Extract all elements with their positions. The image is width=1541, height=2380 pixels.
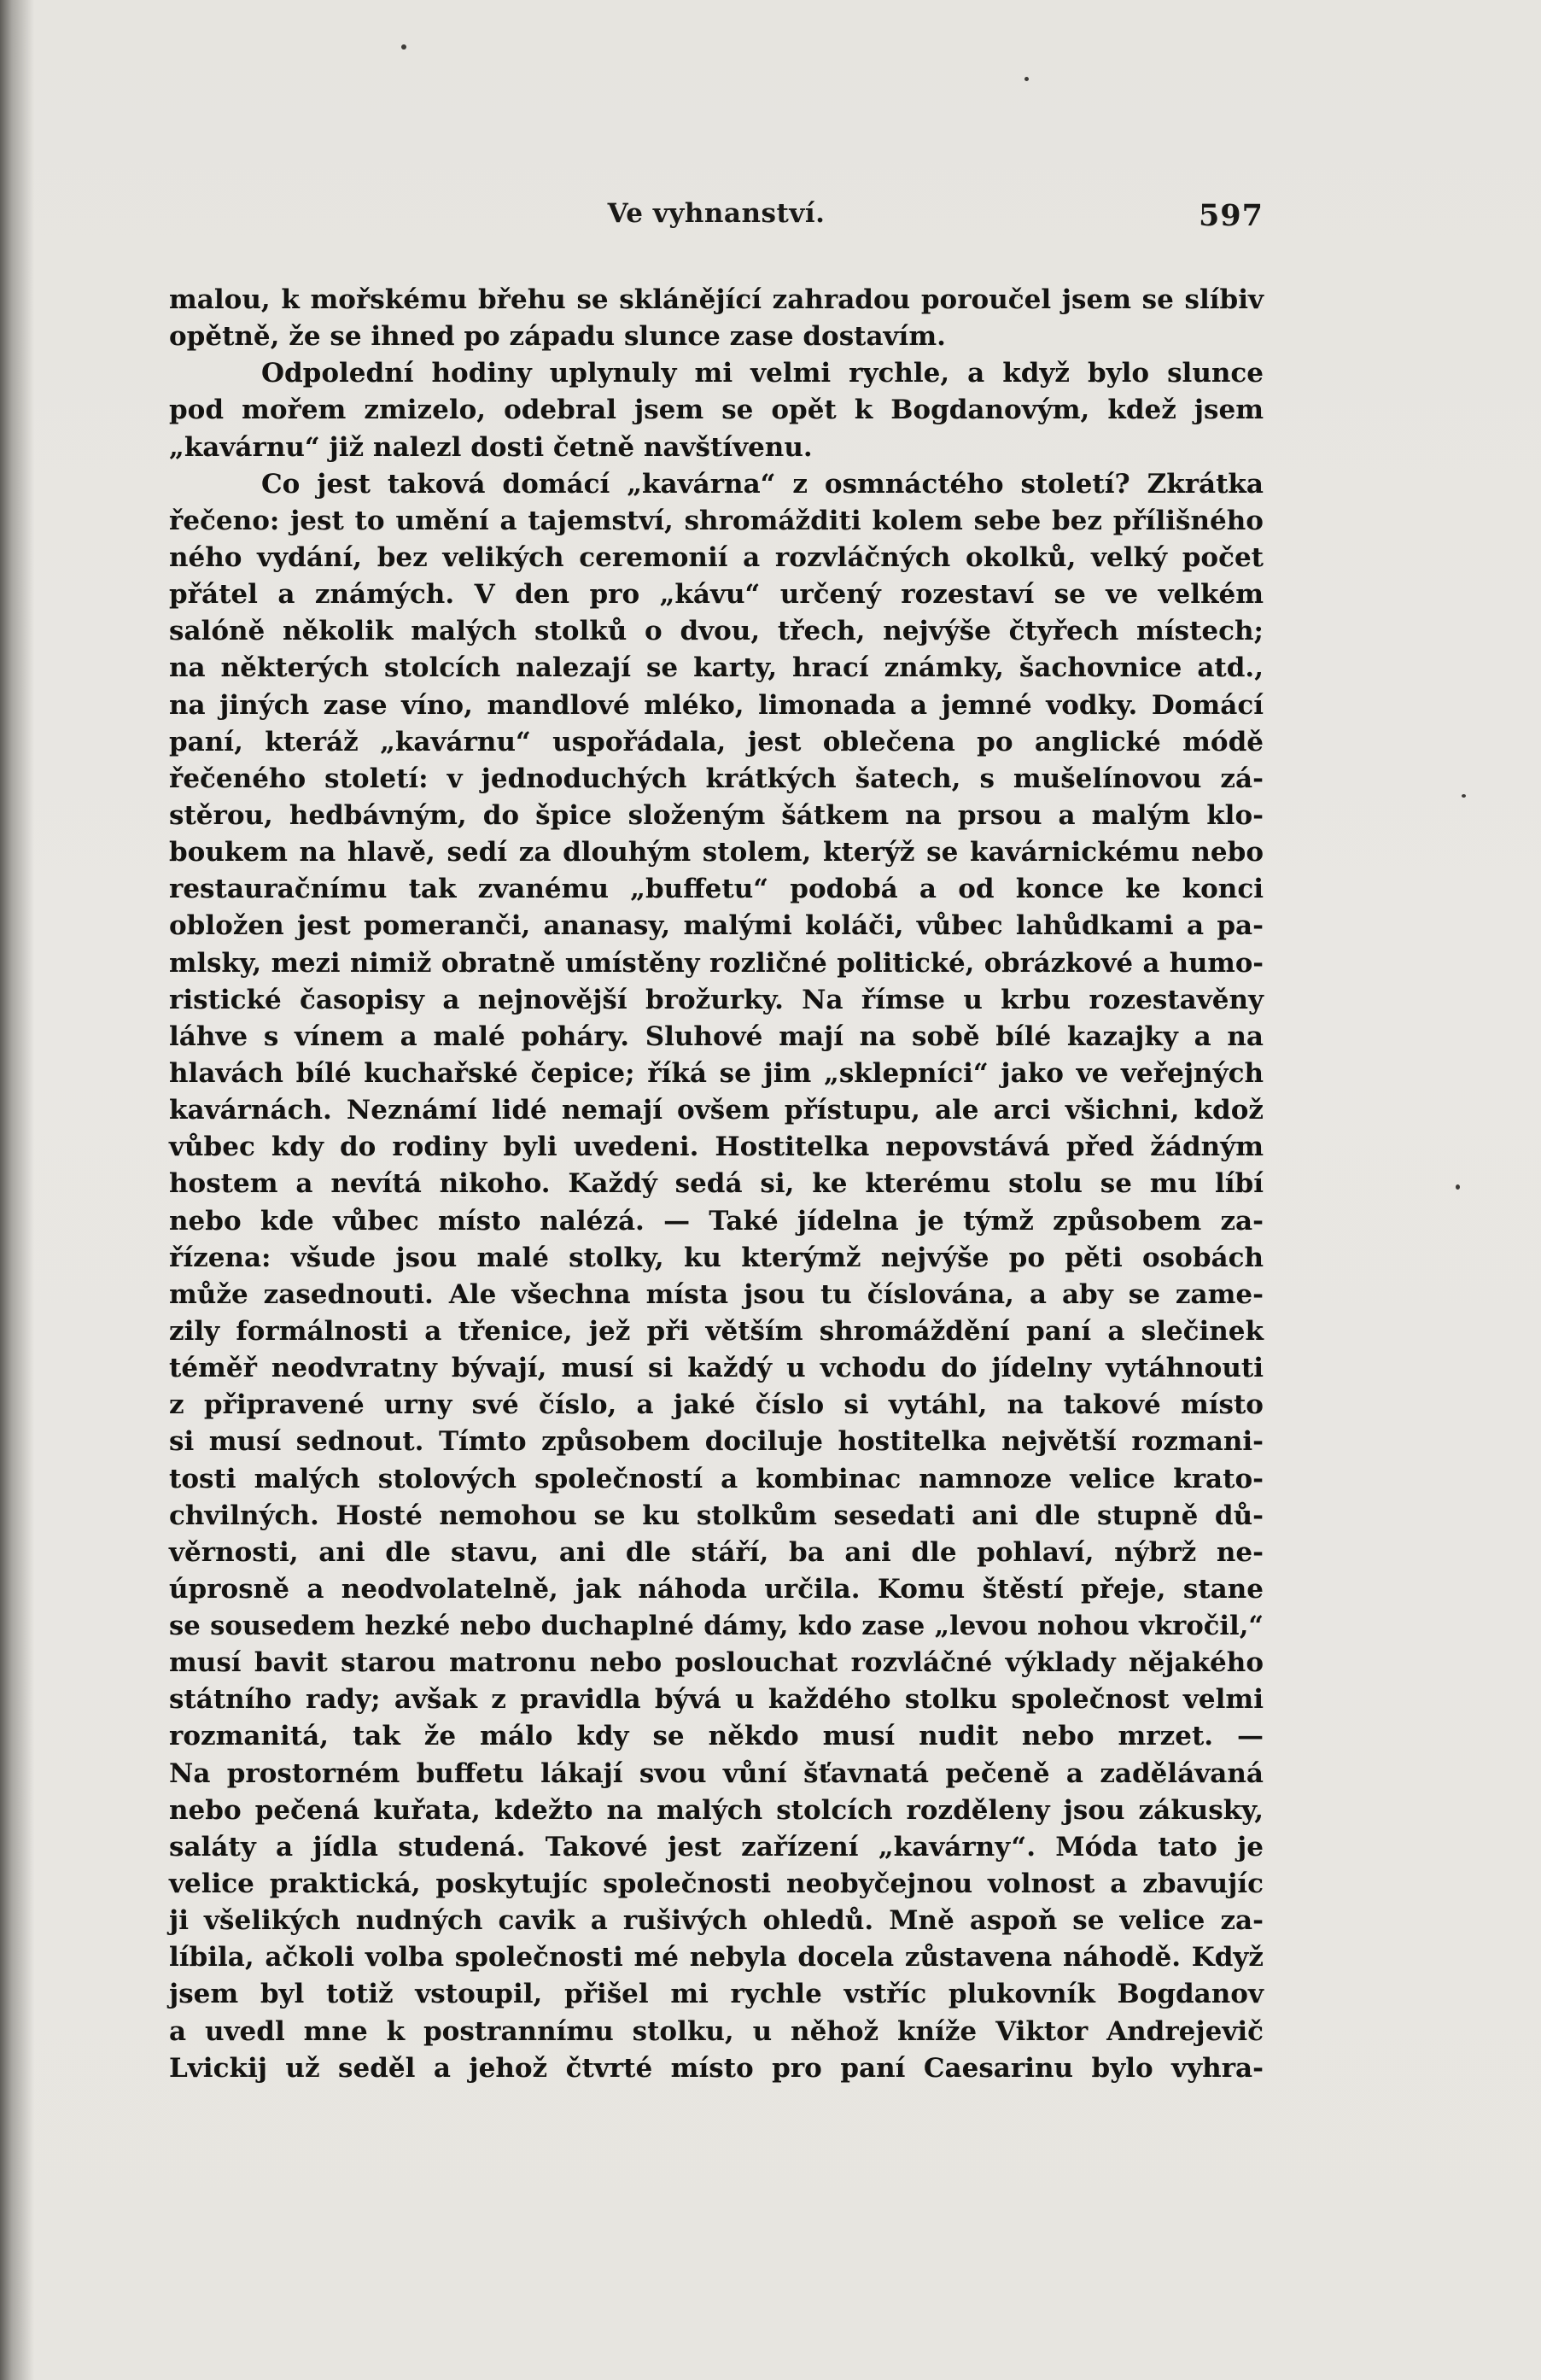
text-line: zily formálnosti a třenice, jež při větším shromáždění paní a slečinek bbox=[169, 1315, 1264, 1347]
text-line: stěrou, hedbávným, do špice složeným šátkem na prsou a malým klo- bbox=[169, 799, 1264, 831]
text-line: mlsky, mezi nimiž obratně umístěny rozličné politické, obrázkové a humo- bbox=[169, 947, 1264, 979]
text-line: přátel a známých. V den pro „kávu“ určený rozestaví se ve velkém bbox=[169, 579, 1264, 611]
text-line: se sousedem hezké nebo duchaplné dámy, kdo zase „levou nohou vkročil,“ bbox=[169, 1611, 1264, 1642]
ink-speck bbox=[401, 44, 406, 50]
text-line: paní, kteráž „kavárnu“ uspořádala, jest oblečena po anglické módě bbox=[169, 726, 1264, 757]
text-line: nebo kde vůbec místo nalézá. — Také jídelna je týmž způsobem za- bbox=[169, 1205, 1264, 1237]
text-line: malou, k mořskému břehu se sklánějící zahradou poroučel jsem se slíbiv bbox=[169, 284, 1264, 315]
page-header bbox=[169, 198, 1264, 241]
text-line: pod mořem zmizelo, odebral jsem se opět k Bogdanovým, kdež jsem bbox=[169, 395, 1264, 426]
text-line: z připravené urny své číslo, a jaké číslo si vytáhl, na takové místo bbox=[169, 1389, 1264, 1421]
text-line: líbila, ačkoli volba společnosti mé nebyla docela zůstavena náhodě. Když bbox=[169, 1942, 1264, 1974]
text-line: věrnosti, ani dle stavu, ani dle stáří, ba ani dle pohlaví, nýbrž ne- bbox=[169, 1536, 1264, 1568]
text-line: ji všelikých nudných cavik a rušivých ohledů. Mně aspoň se velice za- bbox=[169, 1905, 1264, 1937]
text-line: řečeno: jest to umění a tajemství, shromážditi kolem sebe bez přílišného bbox=[169, 505, 1264, 536]
text-line: může zasednouti. Ale všechna místa jsou tu číslována, a aby se zame- bbox=[169, 1278, 1264, 1310]
text-line: musí bavit starou matronu nebo poslouchat rozvláčné výklady nějakého bbox=[169, 1647, 1264, 1679]
page-edge-shadow bbox=[0, 0, 34, 2380]
text-line: restauračnímu tak zvanému „buffetu“ podobá a od konce ke konci bbox=[169, 874, 1264, 905]
ink-speck bbox=[1462, 794, 1466, 798]
text-line: řízena: všude jsou malé stolky, ku kterýmž nejvýše po pěti osobách bbox=[169, 1242, 1264, 1273]
text-line: rozmanitá, tak že málo kdy se někdo musí nudit nebo mrzet. — bbox=[169, 1721, 1264, 1752]
text-line: boukem na hlavě, sedí za dlouhým stolem, kterýž se kavárnickému nebo bbox=[169, 837, 1264, 868]
text-line: si musí sednout. Tímto způsobem dociluje hostitelka největší rozmani- bbox=[169, 1426, 1264, 1458]
text-line: vůbec kdy do rodiny byli uvedeni. Hostitelka nepovstává před žádným bbox=[169, 1132, 1264, 1163]
text-line: opětně, že se ihned po západu slunce zase dostavím. bbox=[169, 321, 946, 353]
ink-speck bbox=[1456, 1184, 1460, 1190]
text-line: hostem a nevítá nikoho. Každý sedá si, ke kterému stolu se mu líbí bbox=[169, 1168, 1264, 1200]
text-line: ristické časopisy a nejnovější brožurky. Na římse u krbu rozestavěny bbox=[169, 984, 1264, 1015]
text-line: a uvedl mne k postrannímu stolku, u něhož kníže Viktor Andrejevič bbox=[169, 2015, 1264, 2047]
text-line: Lvickij už seděl a jehož čtvrté místo pro paní Caesarinu bylo vyhra- bbox=[169, 2052, 1264, 2084]
text-line: na jiných zase víno, mandlové mléko, limonada a jemné vodky. Domácí bbox=[169, 689, 1264, 721]
text-line: Odpolední hodiny uplynuly mi velmi rychle, a když bylo slunce bbox=[261, 358, 1264, 389]
running-title: Ve vyhnanství. bbox=[607, 198, 826, 229]
text-line: velice praktická, poskytujíc společnosti neobyčejnou volnost a zbavujíc bbox=[169, 1868, 1264, 1900]
text-line: jsem byl totiž vstoupil, přišel mi rychle vstříc plukovník Bogdanov bbox=[169, 1979, 1264, 2010]
text-line: kavárnách. Neznámí lidé nemají ovšem přístupu, ale arci všichni, kdož bbox=[169, 1095, 1264, 1126]
text-line: salóně několik malých stolků o dvou, třech, nejvýše čtyřech místech; bbox=[169, 616, 1264, 647]
text-line: tosti malých stolových společností a kombinac namnoze velice krato- bbox=[169, 1463, 1264, 1494]
text-line: saláty a jídla studená. Takové jest zařízení „kavárny“. Móda tato je bbox=[169, 1831, 1264, 1862]
text-line: téměř neodvratny bývají, musí si každý u vchodu do jídelny vytáhnouti bbox=[169, 1353, 1264, 1384]
text-line: „kavárnu“ již nalezl dosti četně navštívenu. bbox=[169, 431, 813, 463]
text-line: Na prostorném buffetu lákají svou vůní šťavnatá pečeně a zadělávaná bbox=[169, 1757, 1264, 1789]
text-line: Co jest taková domácí „kavárna“ z osmnáctého století? Zkrátka bbox=[261, 468, 1264, 500]
text-line: chvilných. Hosté nemohou se ku stolkům sesedati ani dle stupně dů- bbox=[169, 1500, 1264, 1531]
text-line: láhve s vínem a malé poháry. Sluhové mají na sobě bílé kazajky a na bbox=[169, 1020, 1264, 1052]
ink-speck bbox=[1024, 77, 1029, 81]
body-text bbox=[169, 282, 1264, 2087]
text-line: na některých stolcích nalezají se karty, hrací známky, šachovnice atd., bbox=[169, 652, 1264, 684]
text-line: řečeného století: v jednoduchých krátkých šatech, s mušelínovou zá- bbox=[169, 763, 1264, 794]
page-number: 597 bbox=[1198, 198, 1264, 233]
text-line: obložen jest pomeranči, ananasy, malými koláči, vůbec lahůdkami a pa- bbox=[169, 910, 1264, 942]
text-line: úprosně a neodvolatelně, jak náhoda určila. Komu štěstí přeje, stane bbox=[169, 1573, 1264, 1605]
text-line: nebo pečená kuřata, kdežto na malých stolcích rozděleny jsou zákusky, bbox=[169, 1794, 1264, 1826]
text-line: ného vydání, bez velikých ceremonií a rozvláčných okolků, velký počet bbox=[169, 541, 1264, 573]
text-line: státního rady; avšak z pravidla bývá u každého stolku společnost velmi bbox=[169, 1684, 1264, 1716]
text-line: hlavách bílé kuchařské čepice; říká se jim „sklepníci“ jako ve veřejných bbox=[169, 1057, 1264, 1089]
